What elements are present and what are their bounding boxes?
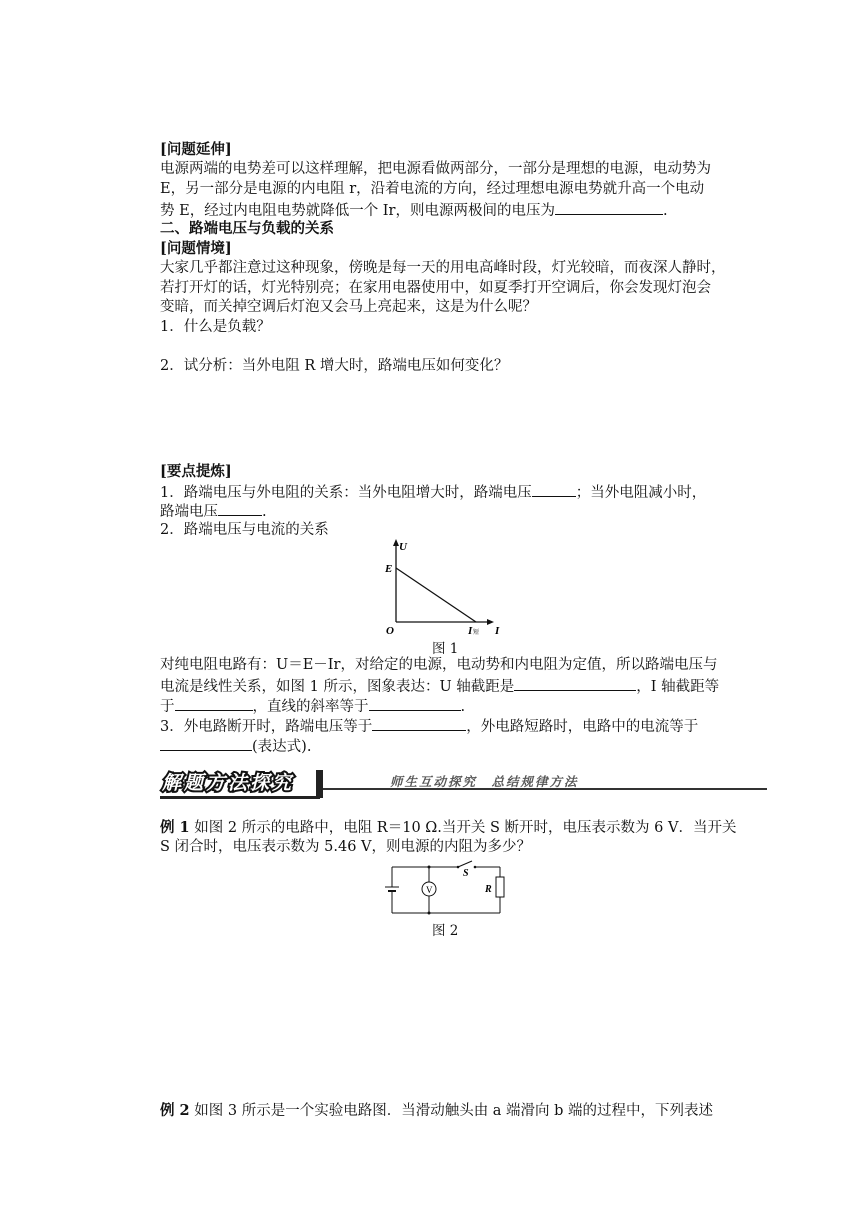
point-text: ，直线的斜率等于 <box>252 699 369 715</box>
example-1-line-1 <box>160 818 736 838</box>
question-1: 1．什么是负载？ <box>160 319 271 335</box>
answer-blank <box>160 736 252 751</box>
question-2: 2．试分析：当外电阻 R 增大时，路端电压如何变化？ <box>160 358 509 374</box>
section-title: 二、路端电压与负载的关系 <box>160 220 334 237</box>
figure-1-ui-graph <box>380 537 510 637</box>
point-text: 路端电压 <box>160 504 218 520</box>
label-i-short: I <box>468 625 473 637</box>
paragraph-line: 电源两端的电势差可以这样理解，把电源看做两部分，一部分是理想的电源，电动势为 <box>160 161 711 177</box>
junction-dot <box>428 912 431 915</box>
point-3-line <box>160 716 698 737</box>
paragraph-line: 大家几乎都注意过这种现象，傍晚是每一天的用电高峰时段，灯光较暗，而夜深人静时， <box>160 260 726 276</box>
point-1-line <box>160 482 706 503</box>
example-text: 如图 2 所示的电路中，电阻 R＝10 Ω.当开关 S 断开时，电压表示数为 6 V．当开关 <box>189 820 737 836</box>
point-text: 1．路端电压与外电阻的关系：当外电阻增大时，路端电压 <box>160 485 532 501</box>
answer-blank <box>218 501 262 516</box>
paragraph-line: 变暗，而关掉空调后灯泡又会马上亮起来，这是为什么呢？ <box>160 299 537 315</box>
answer-blank <box>372 716 466 731</box>
banner-title: 解题方法探究 <box>162 772 295 794</box>
banner-subtitle: 师生互动探究 总结规律方法 <box>390 774 579 789</box>
switch-blade <box>458 861 472 867</box>
example-label: 例 2 <box>160 1102 190 1119</box>
banner-divider-bar <box>316 770 323 798</box>
answer-blank <box>555 200 663 215</box>
answer-blank <box>514 676 636 691</box>
example-2-line-1 <box>160 1101 713 1121</box>
label-r: R <box>485 884 492 895</box>
paragraph-text: 势 E，经过内电阻电势就降低一个 Ir，则电源两极间的电压为 <box>160 203 555 219</box>
point-text: (表达式). <box>252 739 312 755</box>
figure-2-caption: 图 2 <box>432 923 459 939</box>
example-label: 例 1 <box>160 819 190 836</box>
point-1-line-cont <box>160 501 267 522</box>
answer-blank <box>175 696 253 711</box>
answer-blank <box>532 482 576 497</box>
paragraph-line-with-blanks <box>160 696 465 717</box>
label-i-short-subscript: 短 <box>473 629 480 636</box>
point-text: 电流是线性关系，如图 1 所示，图象表达：U 轴截距是 <box>160 679 515 695</box>
heading-key-points: [要点提炼] <box>160 463 232 480</box>
figure-1-caption: 图 1 <box>432 641 459 657</box>
junction-dot <box>428 866 431 869</box>
paragraph-line: 对纯电阻电路有：U＝E－Ir，对给定的电源，电动势和内电阻为定值，所以路端电压与 <box>160 657 718 673</box>
paragraph-line-with-blank <box>160 200 668 221</box>
period: . <box>662 203 668 219</box>
example-1-line-2: S 闭合时，电压表示数为 5.46 V，则电源的内阻为多少？ <box>160 839 532 855</box>
label-o: O <box>386 625 394 637</box>
point-3-line-cont <box>160 736 311 757</box>
point-text: 3．外电路断开时，路端电压等于 <box>160 719 373 735</box>
u-i-line <box>396 568 476 622</box>
paragraph-line: 若打开灯的话，灯光特别亮；在家用电器使用中，如夏季打开空调后，你会发现灯泡会 <box>160 280 711 296</box>
point-text: ，I 轴截距等 <box>636 679 720 695</box>
heading-problem-situation: [问题情境] <box>160 240 232 257</box>
point-text: 于 <box>160 699 175 715</box>
resistor-icon <box>496 877 504 897</box>
heading-problem-extension: [问题延伸] <box>160 141 232 158</box>
label-u: U <box>399 541 407 553</box>
label-e: E <box>385 563 393 575</box>
answer-blank <box>369 696 461 711</box>
point-text: ；当外电阻减小时， <box>575 485 707 501</box>
paragraph-line-with-blanks <box>160 676 719 697</box>
point-2-line: 2．路端电压与电流的关系 <box>160 522 329 538</box>
example-text: 如图 3 所示是一个实验电路图．当滑动触头由 a 端滑向 b 端的过程中，下列表述 <box>189 1103 714 1119</box>
label-v: V <box>426 885 433 895</box>
i-axis-arrow-icon <box>487 619 494 625</box>
period: . <box>460 699 466 715</box>
point-text: ，外电路短路时，电路中的电流等于 <box>466 719 699 735</box>
label-s: S <box>463 868 469 879</box>
period: . <box>262 504 267 520</box>
paragraph-line: E，另一部分是电源的内电阻 r，沿着电流的方向，经过理想电源电势就升高一个电动 <box>160 181 705 197</box>
label-i: I <box>495 625 500 637</box>
switch-contact <box>457 866 460 869</box>
figure-2-circuit <box>380 857 510 919</box>
